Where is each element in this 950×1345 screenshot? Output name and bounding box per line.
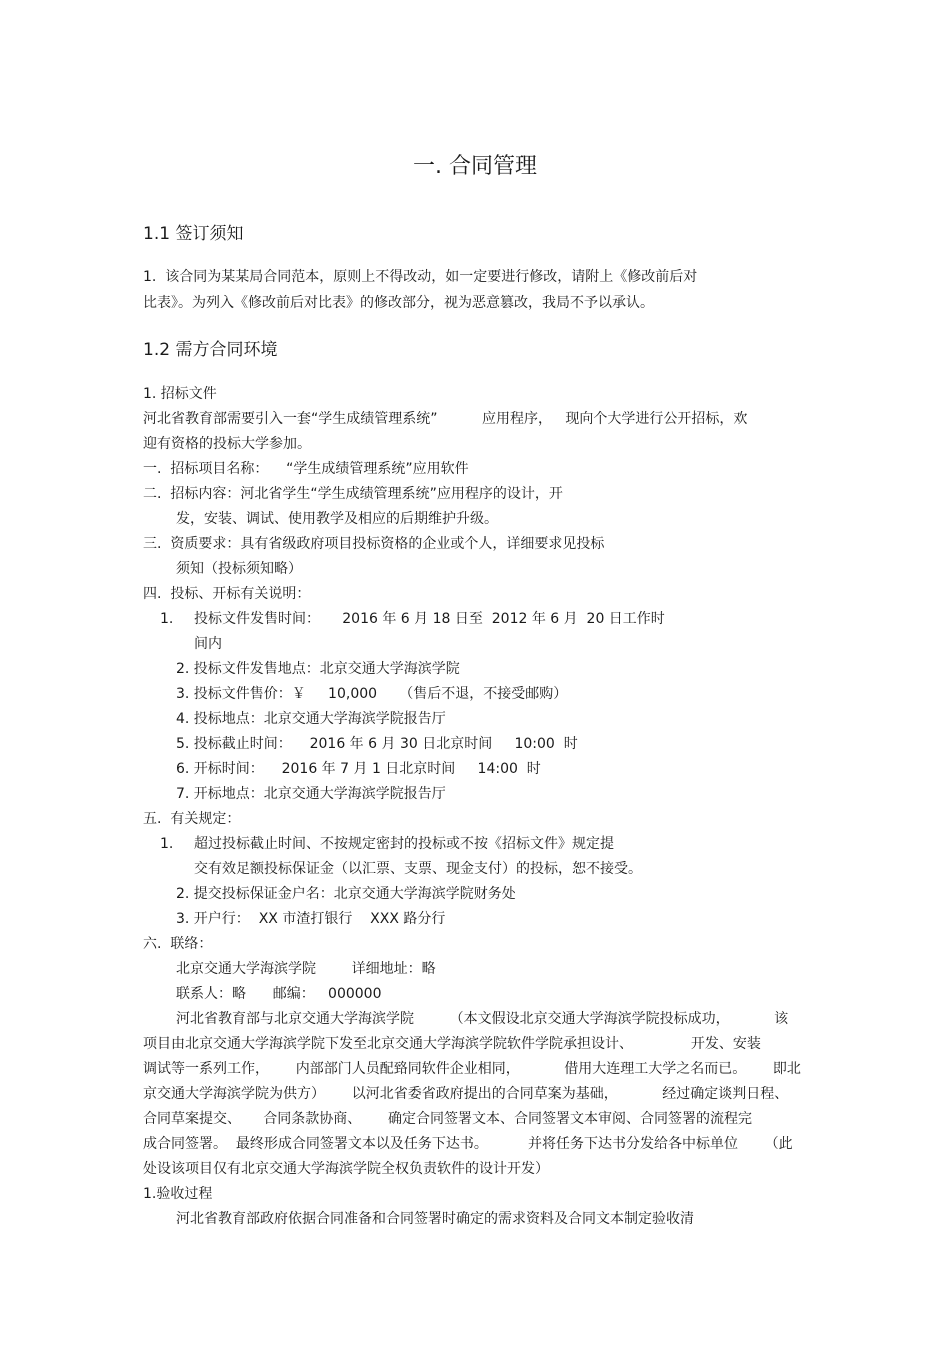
- paragraph-line: 1. 该合同为某某局合同范本，原则上不得改动，如一定要进行修改，请附上《修改前后对: [143, 269, 698, 285]
- section-heading-1-1: 1.1 签订须知: [143, 224, 244, 244]
- paragraph-line: 项目由北京交通大学海滨学院下发至北京交通大学海滨学院软件学院承担设计、 开发、安装: [143, 1036, 761, 1052]
- list-item-continuation: 交有效足额投标保证金（以汇票、支票、现金支付）的投标，恕不接受。: [194, 861, 642, 877]
- paragraph-line: 比表》。为列入《修改前后对比表》的修改部分，视为恶意篡改，我局不予以承认。: [143, 295, 654, 311]
- list-item: 一. 招标项目名称： “学生成绩管理系统”应用软件: [143, 461, 469, 477]
- list-item: 5. 投标截止时间： 2016 年 6 月 30 日北京时间 10:00 时: [176, 736, 578, 752]
- list-item: 4. 投标地点：北京交通大学海滨学院报告厅: [176, 711, 446, 727]
- list-item: 2. 提交投标保证金户名：北京交通大学海滨学院财务处: [176, 886, 516, 902]
- list-item: 三. 资质要求：具有省级政府项目投标资格的企业或个人，详细要求见投标: [143, 536, 605, 552]
- paragraph-line: 河北省教育部政府依据合同准备和合同签署时确定的需求资料及合同文本制定验收清: [176, 1211, 694, 1227]
- list-item: 3. 投标文件售价：￥ 10,000 （售后不退，不接受邮购）: [176, 686, 568, 702]
- contact-line: 北京交通大学海滨学院 详细地址：略: [176, 961, 436, 977]
- paragraph-line: 合同草案提交、 合同条款协商、 确定合同签署文本、合同签署文本审阅、合同签署的流程完: [143, 1111, 752, 1127]
- list-item: 六. 联络：: [143, 936, 213, 952]
- list-item: 超过投标截止时间、不按规定密封的投标或不按《招标文件》规定提: [194, 836, 614, 852]
- list-item: 四. 投标、开标有关说明：: [143, 586, 311, 602]
- page-title: 一. 合同管理: [413, 154, 537, 179]
- paragraph-line: 调试等一系列工作， 内部部门人员配臵同软件企业相同， 借用大连理工大学之名而已。 即北: [143, 1061, 801, 1077]
- paragraph-line: 处设该项目仅有北京交通大学海滨学院全权负责软件的设计开发）: [143, 1161, 549, 1177]
- paragraph-line: 京交通大学海滨学院为供方） 以河北省委省政府提出的合同草案为基础， 经过确定谈判日程、: [143, 1086, 789, 1102]
- contact-line: 联系人：略 邮编： 000000: [176, 986, 382, 1002]
- list-item: 3. 开户行： XX 市渣打银行 XXX 路分行: [176, 911, 446, 927]
- list-item: 二. 招标内容：河北省学生“学生成绩管理系统”应用程序的设计，开: [143, 486, 563, 502]
- list-item-continuation: 发，安装、调试、使用教学及相应的后期维护升级。: [176, 511, 498, 527]
- paragraph-line: 河北省教育部需要引入一套“学生成绩管理系统” 应用程序， 现向个大学进行公开招标，欢: [143, 411, 748, 427]
- list-item: 2. 投标文件发售地点：北京交通大学海滨学院: [176, 661, 460, 677]
- list-item-continuation: 须知（投标须知略）: [176, 561, 302, 577]
- list-item: 五. 有关规定：: [143, 811, 241, 827]
- list-item: 投标文件发售时间： 2016 年 6 月 18 日至 2012 年 6 月 20 日工作时: [194, 611, 665, 627]
- paragraph-line: 成合同签署。 最终形成合同签署文本以及任务下达书。 并将任务下达书分发给各中标单位 （此: [143, 1136, 793, 1152]
- list-item: 7. 开标地点：北京交通大学海滨学院报告厅: [176, 786, 446, 802]
- paragraph-line: 迎有资格的投标大学参加。: [143, 436, 311, 452]
- paragraph-line: 1. 招标文件: [143, 386, 217, 402]
- list-number: 1.: [160, 611, 174, 627]
- paragraph-line: 河北省教育部与北京交通大学海滨学院 （本文假设北京交通大学海滨学院投标成功， 该: [176, 1011, 789, 1027]
- subheading: 1.验收过程: [143, 1186, 213, 1202]
- list-item-continuation: 间内: [194, 636, 222, 652]
- section-heading-1-2: 1.2 需方合同环境: [143, 340, 278, 360]
- list-number: 1.: [160, 836, 174, 852]
- list-item: 6. 开标时间： 2016 年 7 月 1 日北京时间 14:00 时: [176, 761, 541, 777]
